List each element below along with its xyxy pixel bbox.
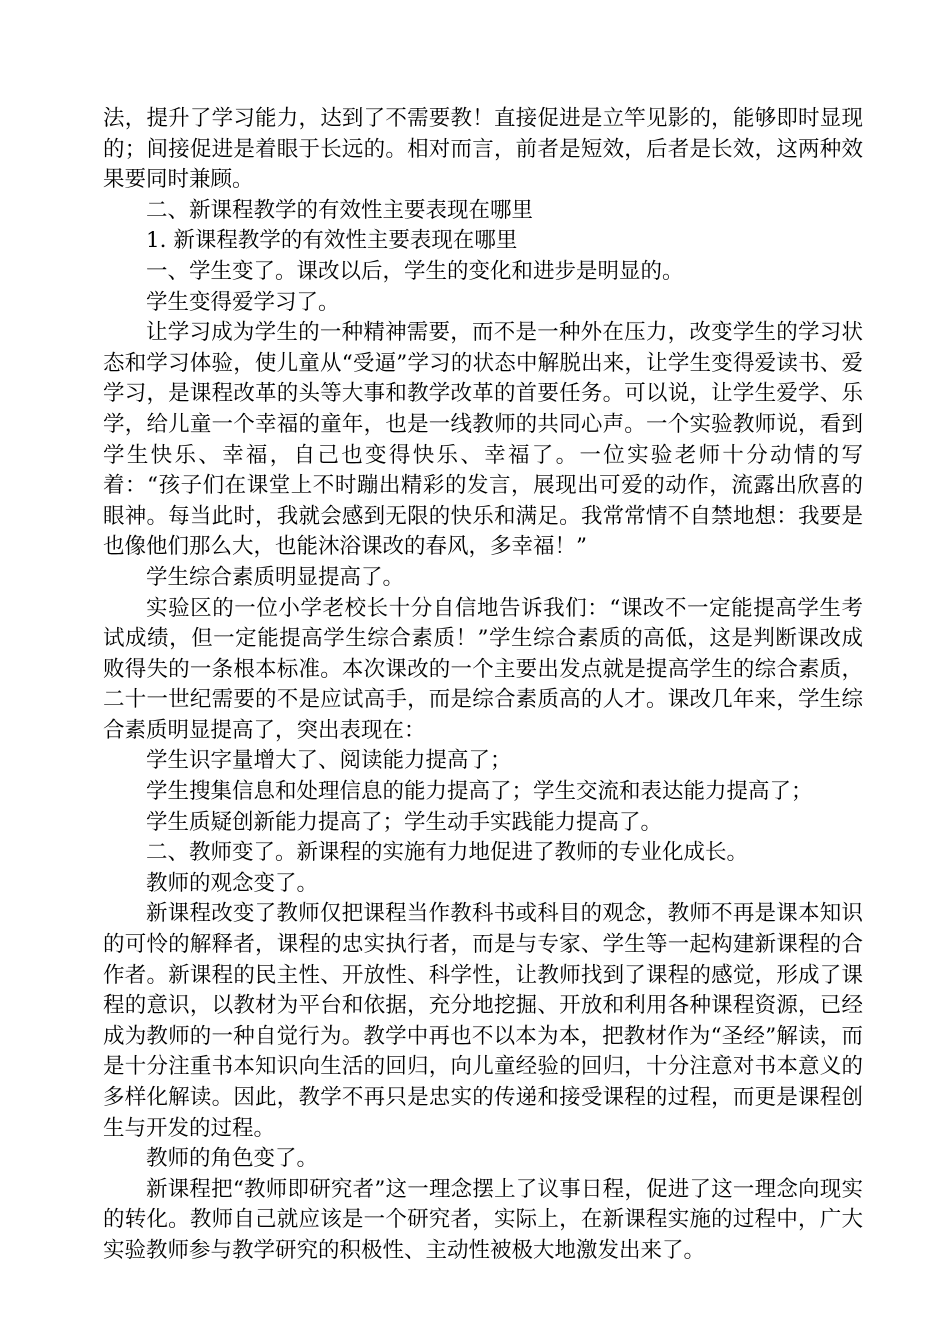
body-paragraph: 新课程把“教师即研究者”这一理念摆上了议事日程，促进了这一理念向现实的转化。教师自己就应该是一个研究者，实际上，在新课程实施的过程中，广大实验教师参与教学研究的积极性、主动性被极大地激发出来了。 (103, 1176, 863, 1263)
list-line: 学生识字量增大了、阅读能力提高了； (146, 748, 512, 774)
body-paragraph: 新课程改变了教师仅把课程当作教科书或科目的观念，教师不再是课本知识的可怜的解释者，课程的忠实执行者，而是与专家、学生等一起构建新课程的合作者。新课程的民主性、开放性、科学性，让教师找到了课程的感觉，形成了课程的意识，以教材为平台和依据，充分地挖掘、开放和利用各种课程资源，已经成为教师的一种自觉行为。教学中再也不以本为本，把教材作为“圣经”解读，而是十分注重书本知识向生活的回归，向儿童经验的回归，十分注意对书本意义的多样化解读。因此，教学不再只是忠实的传递和接受课程的过程，而更是课程创生与开发的过程。 (103, 901, 863, 1141)
point-heading-students: 一、学生变了。课改以后，学生的变化和进步是明显的。 (146, 258, 684, 284)
subpoint-heading: 教师的角色变了。 (146, 1146, 319, 1172)
body-paragraph: 让学习成为学生的一种精神需要，而不是一种外在压力，改变学生的学习状态和学习体验，使儿童从“受逼”学习的状态中解脱出来，让学生变得爱读书、爱学习，是课程改革的头等大事和教学改革的首要任务。可以说，让学生爱学、乐学，给儿童一个幸福的童年，也是一线教师的共同心声。一个实验教师说，看到学生快乐、幸福，自己也变得快乐、幸福了。一位实验老师十分动情的写着：“孩子们在课堂上不时蹦出精彩的发言，展现出可爱的动作，流露出欣喜的眼神。每当此时，我就会感到无限的快乐和满足。我常常情不自禁地想：我要是也像他们那么大，也能沐浴课改的春风，多幸福！” (103, 320, 863, 560)
list-line: 学生搜集信息和处理信息的能力提高了；学生交流和表达能力提高了； (146, 779, 813, 805)
list-line: 学生质疑创新能力提高了；学生动手实践能力提高了。 (146, 809, 663, 835)
subpoint-heading: 学生综合素质明显提高了。 (146, 564, 405, 590)
subpoint-heading: 教师的观念变了。 (146, 870, 319, 896)
subsection-heading: 1. 新课程教学的有效性主要表现在哪里 (146, 228, 518, 254)
point-heading-teachers: 二、教师变了。新课程的实施有力地促进了教师的专业化成长。 (146, 840, 749, 866)
document-page (103, 104, 863, 1267)
subpoint-heading: 学生变得爱学习了。 (146, 289, 340, 315)
paragraph-continuation: 法，提升了学习能力，达到了不需要教！直接促进是立竿见影的，能够即时显现的；间接促进是着眼于长远的。相对而言，前者是短效，后者是长效，这两种效果要同时兼顾。 (103, 106, 863, 193)
body-paragraph: 实验区的一位小学老校长十分自信地告诉我们：“课改不一定能提高学生考试成绩，但一定能提高学生综合素质！”学生综合素质的高低，这是判断课改成败得失的一条根本标准。本次课改的一个主要出发点就是提高学生的综合素质，二十一世纪需要的不是应试高手，而是综合素质高的人才。课改几年来，学生综合素质明显提高了，突出表现在： (103, 595, 863, 743)
section-heading: 二、新课程教学的有效性主要表现在哪里 (146, 197, 534, 223)
